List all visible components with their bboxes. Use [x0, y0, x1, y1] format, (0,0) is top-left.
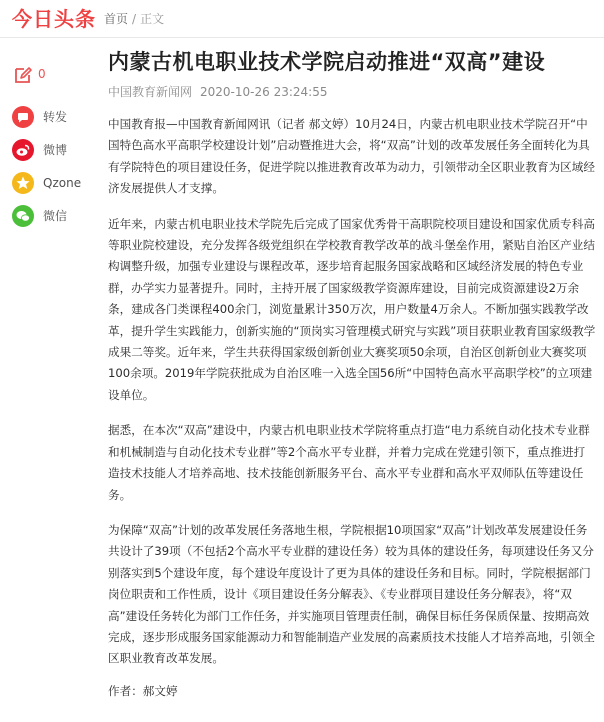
article-paragraph: 据悉，在本次“双高”建设中，内蒙古机电职业技术学院将重点打造“电力系统自动化技术专业群和机械制造与自动化技术专业群”等2个高水平专业群，并着力完成在党建引领下，重点推进打造技术技能人才培养高地、技术技能创新服务平台、高水平专业群和高水平双师队伍等建设任务。 [108, 423, 590, 502]
repost-icon [12, 106, 34, 128]
comment-button[interactable] [12, 64, 72, 86]
share-label: 转发 [43, 110, 68, 124]
breadcrumb-home-link[interactable]: 首页 [104, 12, 129, 26]
share-label: 微信 [43, 209, 68, 223]
share-wechat-button[interactable] [12, 205, 96, 229]
article-source[interactable]: 中国教育新闻网 [108, 85, 193, 99]
weibo-icon [12, 139, 34, 161]
qzone-icon [12, 172, 34, 194]
article-paragraph: 近年来，内蒙古机电职业技术学院先后完成了国家优秀骨干高职院校项目建设和国家优质专科高等职业院校建设，充分发挥各级党组织在学校教育教学改革的战斗堡垒作用，紧贴自治区产业结构调整升级，加强专业建设与课程改革，逐步培育起服务国家战略和区域经济发展的特色专业群，办学实力显著提升。同时，主持开展了国家级教学资源库建设，目前完成资源建设2万余条，建成各门类课程400余门，浏览量累计350万次，用户数量4万余人。不断加强实践教学改革，提升学生实践能力，创新实施的“顶岗实习管理模式研究与实践”项目获职业教育国家级教学成果二等奖。近年来，学生共获得国家级创新创业大赛奖项50余项，自治区创新创业大赛奖项100余项。2019年学院获批成为自治区唯一入选全国56所“中国特色高水平高职学校”的立项建设单位。 [108, 216, 596, 402]
article-author [108, 682, 596, 700]
comment-count: 0 [38, 67, 46, 81]
breadcrumb-separator: / [132, 12, 137, 26]
comment-icon [12, 64, 34, 86]
breadcrumb-current: 正文 [140, 12, 165, 26]
top-bar [0, 0, 604, 38]
author-name: 郝文婷 [142, 683, 178, 698]
breadcrumb [104, 11, 164, 27]
article-time: 2020-10-26 23:24:55 [200, 85, 328, 99]
toutiao-logo[interactable]: 今日头条 [12, 7, 96, 31]
article-title: 内蒙古机电职业技术学院启动推进“双高”建设 [108, 50, 546, 74]
share-weibo-button[interactable] [12, 139, 96, 163]
share-label: Qzone [43, 176, 82, 190]
article-paragraph: 为保障“双高”计划的改革发展任务落地生根，学院根据10项国家“双高”计划改革发展建设任务共设计了39项（不包括2个高水平专业群的建设任务）较为具体的建设任务，每项建设任务又分别落实到5个建设年度，每个建设年度设计了更为具体的建设任务和目标。同时，学院根据部门岗位职责和工作性质，设计《项目建设任务分解表》、《专业群项目建设任务分解表》，将“双高”建设任务转化为部门工作任务，并实施项目管理责任制，确保目标任务保质保量、按期高效完成，逐步形成服务国家能源动力和智能制造产业发展的高素质技术技能人才培养高地，引领全区职业教育改革发展。 [108, 522, 595, 666]
author-label: 作者： [108, 683, 143, 698]
article-paragraph: 中国教育报—中国教育新闻网讯（记者 郝文婷）10月24日，内蒙古机电职业技术学院召开“中国特色高水平高职学校建设计划”启动暨推进大会，将“双高”计划的改革发展任务全面转化为具有学院特色的项目建设任务，促进学院以推进教育改革为动力，引领带动全区职业教育为区域经济发展提供人才支撑。 [108, 117, 595, 196]
article-meta [108, 84, 596, 100]
share-qzone-button[interactable] [12, 172, 96, 196]
share-label: 微博 [43, 143, 68, 157]
article [108, 48, 596, 700]
wechat-icon [12, 205, 34, 227]
share-repost-button[interactable] [12, 106, 96, 130]
